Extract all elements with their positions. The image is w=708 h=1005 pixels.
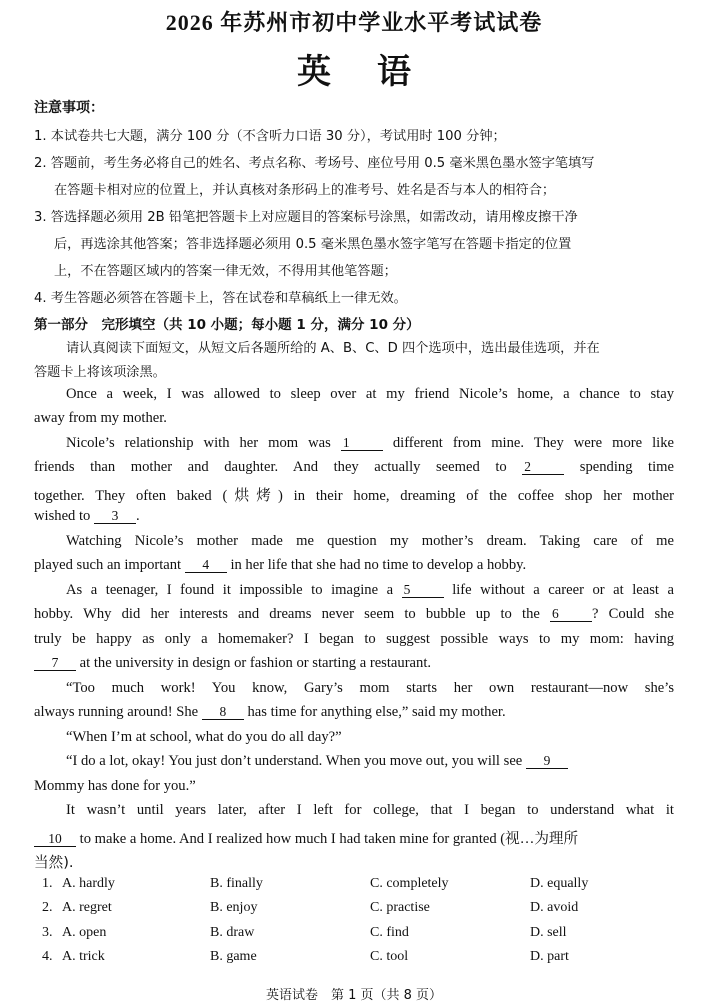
passage-text: Nicole’s relationship with her mom was xyxy=(66,435,331,451)
passage-text: life without a career or at least a xyxy=(452,582,674,598)
passage-text: “I do a lot, okay! You just don’t understand. When you move out, you will see xyxy=(66,753,523,769)
passage-text: in her life that she had no time to develop a hobby. xyxy=(230,557,527,573)
passage-line: Watching Nicole’s mother made me question my mother’s dream. Taking care of me xyxy=(66,533,674,549)
question-number: 1. xyxy=(42,876,53,891)
passage-line: away from my mother. xyxy=(34,410,167,426)
note-line: 1. 本试卷共七大题，满分 100 分（不含听力口语 30 分），考试用时 100 分钟； xyxy=(34,129,506,144)
blank-3: 3 xyxy=(94,509,136,524)
exam-title: 2026 年苏州市初中学业水平考试试卷 xyxy=(165,10,543,35)
passage-text: played such an important xyxy=(34,557,182,573)
passage-text: has time for anything else,” said my mother. xyxy=(247,704,506,720)
note-line: 2. 答题前，考生务必将自己的姓名、考点名称、考场号、座位号用 0.5 毫米黑色墨水签字笔填写 xyxy=(34,156,595,171)
passage-line: Once a week, I was allowed to sleep over at my friend Nicole’s home, a chance to stay xyxy=(66,386,674,402)
passage-text: at the university in design or fashion or starting a restaurant. xyxy=(79,655,432,671)
question-number: 3. xyxy=(42,925,53,940)
passage-line: “When I’m at school, what do you do all day?” xyxy=(66,729,342,745)
option-b: B. draw xyxy=(210,925,255,940)
passage-text: friends than mother and daughter. And they actually seemed to xyxy=(34,459,507,475)
passage-line xyxy=(34,655,674,672)
passage-text: ? Could she xyxy=(592,606,674,622)
passage-text: . xyxy=(136,508,140,524)
passage-text: to make a home. And I realized how much I had taken mine for granted (视…为理所 xyxy=(79,831,579,847)
blank-7: 7 xyxy=(34,656,76,671)
part-one-heading: 第一部分 完形填空（共 10 小题；每小题 1 分，满分 10 分） xyxy=(34,317,420,333)
question-number: 4. xyxy=(42,949,53,964)
option-c: C. find xyxy=(370,925,409,940)
option-b: B. enjoy xyxy=(210,900,258,915)
option-b: B. finally xyxy=(210,876,263,891)
passage-line xyxy=(66,753,674,770)
option-d: D. sell xyxy=(530,925,567,940)
note-line: 4. 考生答题必须答在答题卡上，答在试卷和草稿纸上一律无效。 xyxy=(34,291,407,306)
notes-heading: 注意事项： xyxy=(34,100,104,116)
passage-text: hobby. Why did her interests and dreams never seem to bubble up to the xyxy=(34,606,540,622)
passage-line: It wasn’t until years later, after I left for college, that I began to understand what it xyxy=(66,802,674,818)
blank-1: 1 xyxy=(341,436,383,451)
note-line: 在答题卡相对应的位置上，并认真核对条形码上的准考号、姓名是否与本人的相符合； xyxy=(54,183,556,198)
option-a: A. open xyxy=(62,925,107,940)
option-c: C. tool xyxy=(370,949,409,964)
passage-line: “Too much work! You know, Gary’s mom starts her own restaurant—now she’s xyxy=(66,680,674,696)
instruction-line: 答题卡上将该项涂黑。 xyxy=(34,365,166,380)
blank-4: 4 xyxy=(185,558,227,573)
blank-2: 2 xyxy=(522,460,564,475)
blank-8: 8 xyxy=(202,705,244,720)
passage-text: spending time xyxy=(579,459,674,475)
passage-line xyxy=(34,606,674,623)
passage-text: wished to xyxy=(34,508,91,524)
passage-line xyxy=(34,827,674,848)
option-c: C. practise xyxy=(370,900,430,915)
passage-line xyxy=(34,704,674,721)
blank-6: 6 xyxy=(550,607,592,622)
page-footer: 英语试卷 第 1 页（共 8 页） xyxy=(265,988,443,1003)
passage-text: always running around! She xyxy=(34,704,199,720)
note-line: 后，再选涂其他答案；答非选择题必须用 0.5 毫米黑色墨水签字笔写在答题卡指定的位置 xyxy=(54,237,572,252)
passage-line: Mommy has done for you.” xyxy=(34,778,196,794)
instruction-line: 请认真阅读下面短文，从短文后各题所给的 A、B、C、D 四个选项中，选出最佳选项，并在 xyxy=(66,341,600,356)
blank-10: 10 xyxy=(34,832,76,847)
option-a: A. hardly xyxy=(62,876,115,891)
option-a: A. trick xyxy=(62,949,105,964)
passage-line xyxy=(34,508,674,525)
passage-line xyxy=(34,557,674,574)
note-line: 3. 答选择题必须用 2B 铅笔把答题卡上对应题目的答案标号涂黑，如需改动，请用橡皮擦干净 xyxy=(34,210,578,225)
option-d: D. part xyxy=(530,949,569,964)
passage-line: 当然). xyxy=(34,854,74,871)
passage-line: together. They often baked (烘烤) in their home, dreaming of the coffee shop her mother xyxy=(34,488,674,504)
passage-line: truly be happy as only a homemaker? I began to suggest possible ways to my mom: having xyxy=(34,631,674,647)
option-d: D. equally xyxy=(530,876,589,891)
option-c: C. completely xyxy=(370,876,449,891)
passage-line xyxy=(66,435,674,452)
note-line: 上，不在答题区域内的答案一律无效，不得用其他笔答题； xyxy=(54,264,397,279)
passage-text: different from mine. They were more like xyxy=(392,435,674,451)
option-d: D. avoid xyxy=(530,900,579,915)
passage-line xyxy=(34,459,674,476)
option-b: B. game xyxy=(210,949,257,964)
passage-line xyxy=(66,582,674,599)
blank-5: 5 xyxy=(402,583,444,598)
blank-9: 9 xyxy=(526,754,568,769)
option-a: A. regret xyxy=(62,900,112,915)
subject-title: 英语 xyxy=(297,52,457,92)
passage-text: As a teenager, I found it impossible to imagine a xyxy=(66,582,394,598)
question-number: 2. xyxy=(42,900,53,915)
